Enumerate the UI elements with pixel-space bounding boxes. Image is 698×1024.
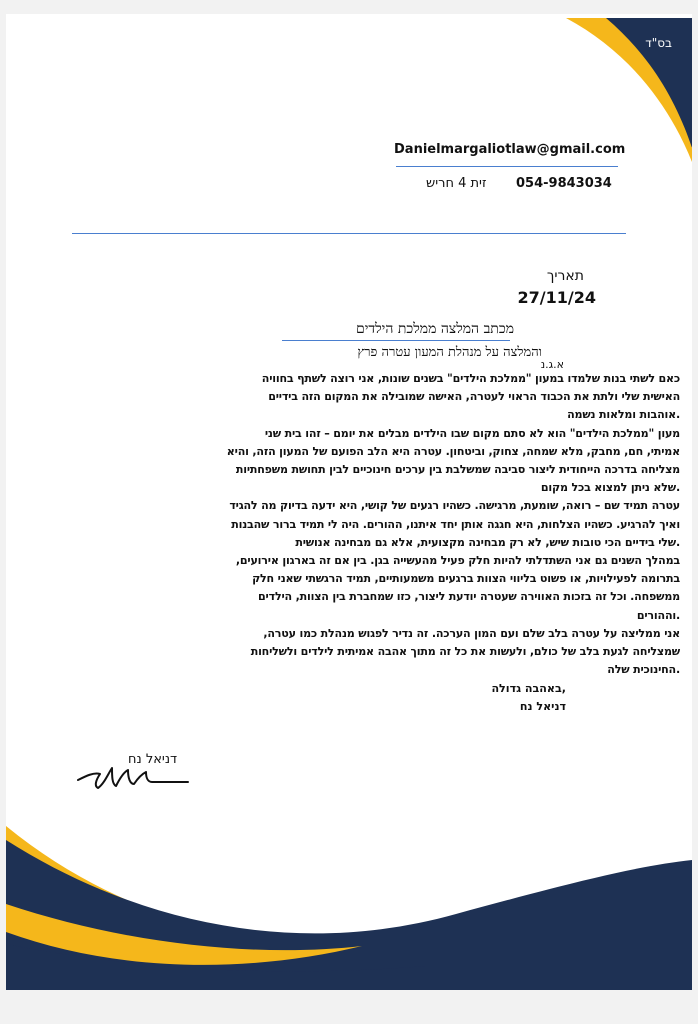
body-line: .אוהבות ומלאות נשמה: [567, 408, 680, 422]
body-line: האישית שלי ולתת את הכבוד הראוי לעטרה, האישה שמובילה את המקום הזה בידיים: [268, 390, 680, 404]
body-line: .שלא ניתן למצוא בכל מקום: [540, 481, 680, 495]
header-divider: [72, 233, 626, 234]
letter-subtitle: והמלצה על מנהלת המעון עטרה פרץ: [357, 345, 542, 360]
body-line: .החינוכית שלה: [607, 663, 680, 677]
contact-address: זית 4 חריש: [426, 176, 487, 191]
body-line: אני ממליצה על עטרה בלב שלם ועם המון הערכה. זה נדיר לפגוש מנהלת כמו עטרה,: [263, 626, 680, 640]
body-line: בתרומה לפעילויות, או פשוט בליווי הצוות ברגעים משמעותיים, תמיד הרגשתי שאני חלק: [252, 572, 680, 586]
letter-page: [6, 14, 692, 990]
letter-body: [58, 370, 680, 679]
body-line: מעון "ממלכת הילדים" הוא לא סתם מקום שבו הילדים מבלים את יומם – זהו בית שני: [264, 426, 680, 440]
body-line: כאם לשתי בנות שלמדו במעון "ממלכת הילדים" בשנים שונות, אני רוצה לשתף בחוויה: [261, 372, 680, 385]
letter-date: 27/11/24: [517, 288, 596, 307]
contact-email[interactable]: Danielmargaliotlaw@gmail.com: [394, 142, 626, 157]
body-line: מצליחה בדרכה הייחודית ליצור סביבה שמשלבת בין ערכים חינוכיים לבין תחושת משפחתיות: [235, 463, 680, 477]
letter-title: מכתב המלצה ממלכת הילדים: [355, 321, 514, 337]
letter-closing: [491, 680, 566, 716]
sender-name: דניאל נח: [519, 700, 566, 714]
body-line: ואיך להרגיע. כשהיו הצלחות, היא חגגה אותן יחד איתנו, ההורים. היה לי תמיד ברור שהבנות: [231, 517, 680, 531]
body-line: במהלך השנים גם אני השתדלתי להיות חלק פעיל מהעשייה בגן. בין אם זה בארגון אירועים,: [235, 554, 680, 568]
signature-name: דניאל נח: [128, 752, 178, 767]
contact-divider: [396, 166, 618, 167]
closing-phrase: ,באהבה גדולה: [491, 682, 566, 695]
contact-phone[interactable]: 054-9843034: [516, 176, 612, 191]
body-line: עטרה תמיד שם – רואה, שומעת, מרגישה. כשהיו רגעים של קושי, היא ידעה בדיוק מה להגיד: [229, 499, 680, 513]
handwritten-signature: [76, 758, 196, 798]
bsd-mark: בס"ד: [645, 36, 672, 50]
body-line: .שלי בידיים הכי טובות שיש, לא רק מבחינה מקצועית, אלא גם מבחינה אנושית: [295, 535, 680, 549]
greeting: א.ג.נ: [540, 358, 564, 371]
body-line: ממשפחה. וכל זה בזכות האווירה שעטרה יודעת ליצור, כזו שמחברת בין הצוות, הילדים: [258, 590, 680, 604]
title-underline: [282, 340, 510, 341]
body-line: .וההורים: [636, 608, 680, 622]
body-line: אמיתי, חם, מחבק, מלא שמחה, צחוק, וביטחון. עטרה היא הלב הפועם של המעון הזה, והיא: [226, 444, 680, 458]
body-line: שמצליחה לגעת בלב של כולם, ולעשות את כל זה מתוך אהבה אמיתית לילדים ולשליחות: [250, 645, 680, 659]
date-label: תאריך: [546, 268, 584, 284]
